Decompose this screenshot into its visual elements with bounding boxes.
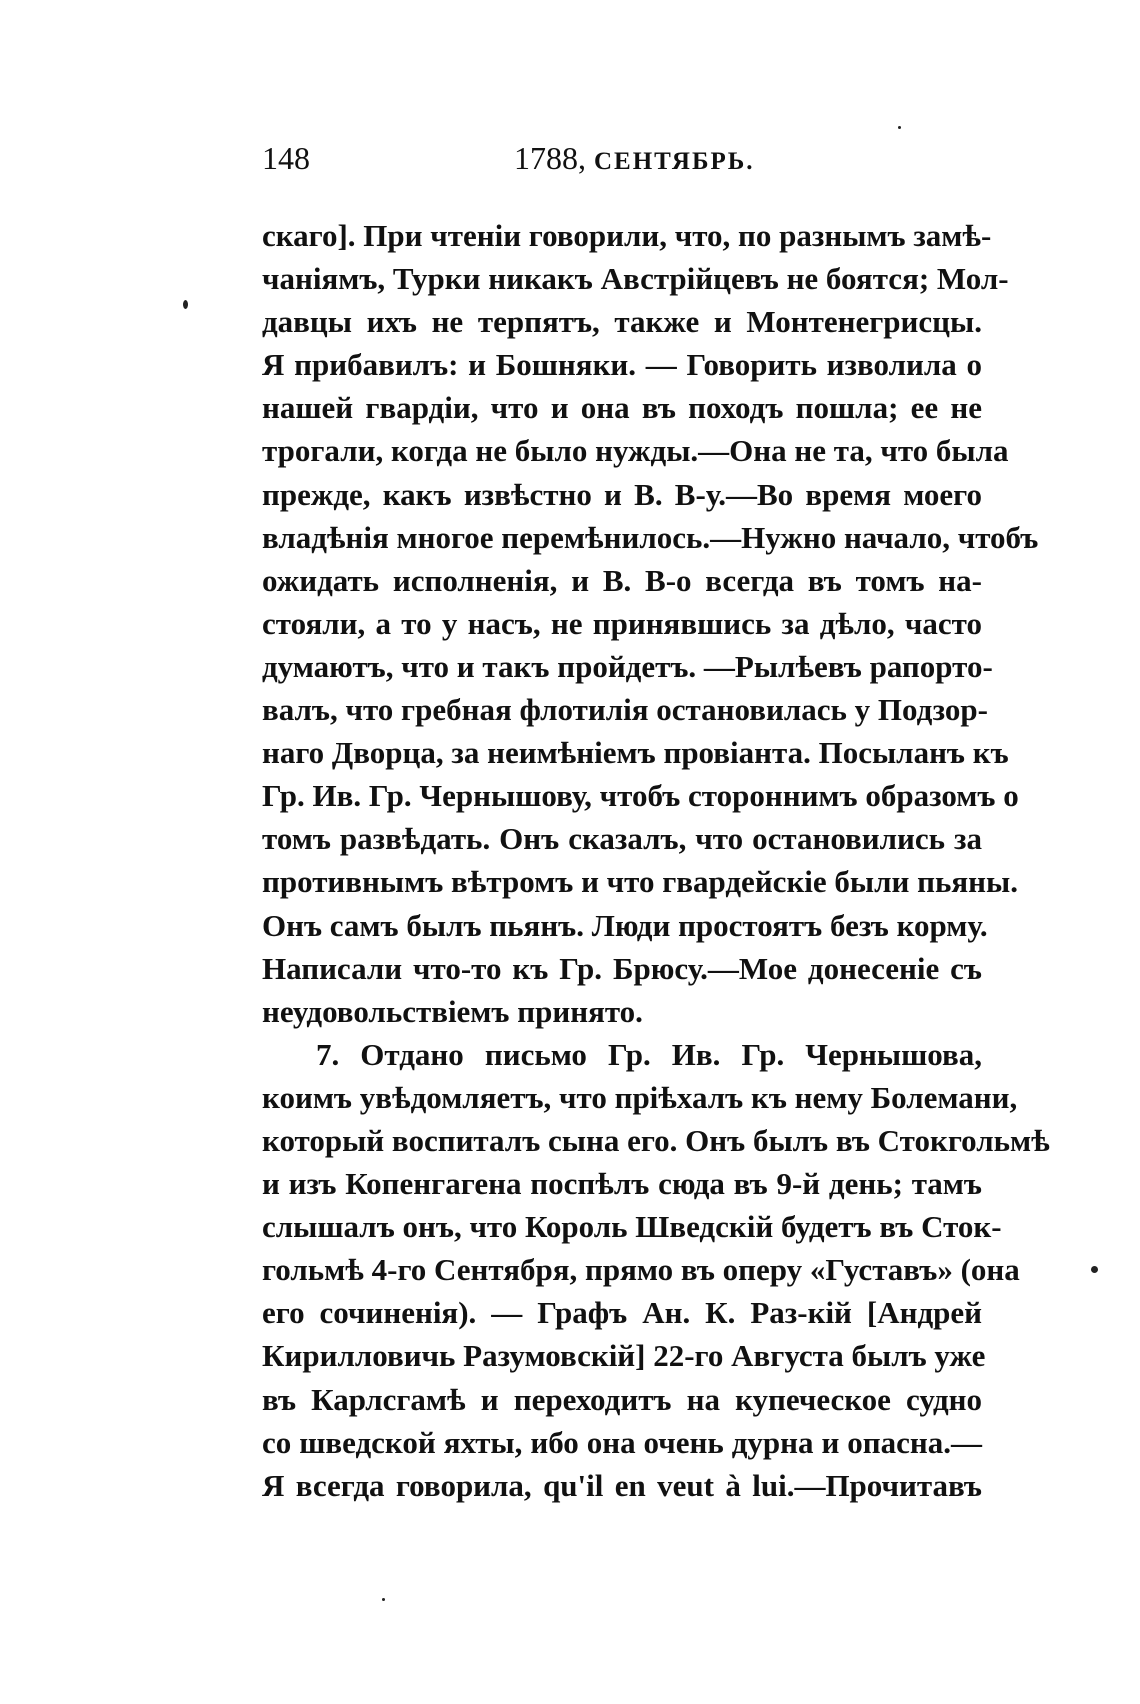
paragraph-start-line: 7. Отдано письмо Гр. Ив. Гр. Чернышова, — [316, 1036, 982, 1072]
text-line: думаютъ, что и такъ пройдетъ. —Рылѣевъ рапорто- — [262, 648, 993, 684]
text-line: въ Карлсгамѣ и переходитъ на купеческое судно — [262, 1381, 982, 1417]
text-line: трогали, когда не было нужды.—Она не та, что была — [262, 433, 1009, 469]
ink-speck — [1091, 1266, 1098, 1273]
paragraph-end-line: неудовольствіемъ принято. — [262, 993, 643, 1029]
text-line: нашей гвардіи, что и она въ походъ пошла; ее не — [262, 390, 982, 426]
text-line: скаго]. При чтеніи говорили, что, по разнымъ замѣ- — [262, 218, 992, 253]
page-header — [262, 138, 982, 178]
running-head — [514, 138, 755, 182]
text-line: прежде, какъ извѣстно и В. В-у.—Во время моего — [262, 476, 982, 512]
text-line: противнымъ вѣтромъ и что гвардейскіе были пьяны. — [262, 864, 1018, 900]
text-line: Я прибавилъ: и Бошняки. — Говорить изволила о — [262, 347, 982, 383]
text-line: валъ, что гребная флотилія остановилась у Подзор- — [262, 692, 988, 728]
text-line: стояли, а то у насъ, не принявшись за дѣло, часто — [262, 605, 982, 641]
text-line: томъ развѣдать. Онъ сказалъ, что остановились за — [262, 821, 982, 857]
text-line: Я всегда говорила, qu'il en veut à lui.—Прочитавъ — [262, 1467, 982, 1503]
text-line: Гр. Ив. Гр. Чернышову, чтобъ стороннимъ образомъ о — [262, 778, 1019, 814]
text-line: и изъ Копенгагена поспѣлъ сюда въ 9-й день; тамъ — [262, 1166, 982, 1202]
text-line: со шведской яхты, ибо она очень дурна и опасна.— — [262, 1424, 982, 1460]
text-line: ожидать исполненія, и В. В-о всегда въ томъ на- — [262, 562, 982, 598]
text-line: гольмѣ 4-го Сентября, прямо въ оперу «Густавъ» (она — [262, 1252, 1020, 1288]
running-head-month: СЕНТЯБРЬ. — [594, 148, 755, 175]
text-line: его сочиненія). — Графъ Ан. К. Раз-кій [Андрей — [262, 1295, 982, 1331]
text-line: давцы ихъ не терпятъ, также и Монтенегрисцы. — [262, 304, 982, 340]
text-line: который воспиталъ сына его. Онъ былъ въ Стокгольмѣ — [262, 1122, 1050, 1158]
text-line: слышалъ онъ, что Король Шведскій будетъ въ Сток- — [262, 1209, 1002, 1245]
text-line: чаніямъ, Турки никакъ Австрійцевъ не боятся; Мол- — [262, 261, 1009, 297]
text-line: Написали что-то къ Гр. Брюсу.—Мое донесеніе съ — [262, 950, 982, 986]
text-line: Кирилловичь Разумовскій] 22-го Августа былъ уже — [262, 1338, 986, 1374]
text-line: наго Дворца, за неимѣніемъ провіанта. Посыланъ къ — [262, 735, 1009, 771]
ink-speck — [183, 300, 188, 309]
ink-speck — [898, 126, 901, 129]
ink-speck — [382, 1598, 385, 1601]
text-line: Онъ самъ былъ пьянъ. Люди простоятъ безъ корму. — [262, 907, 988, 943]
text-line: коимъ увѣдомляетъ, что пріѣхалъ къ нему Болемани, — [262, 1079, 1018, 1115]
running-head-year: 1788, — [514, 140, 586, 176]
text-line: владѣнія многое перемѣнилось.—Нужно начало, чтобъ — [262, 519, 1039, 555]
body-text — [262, 214, 1050, 1507]
page-number: 148 — [262, 140, 310, 176]
